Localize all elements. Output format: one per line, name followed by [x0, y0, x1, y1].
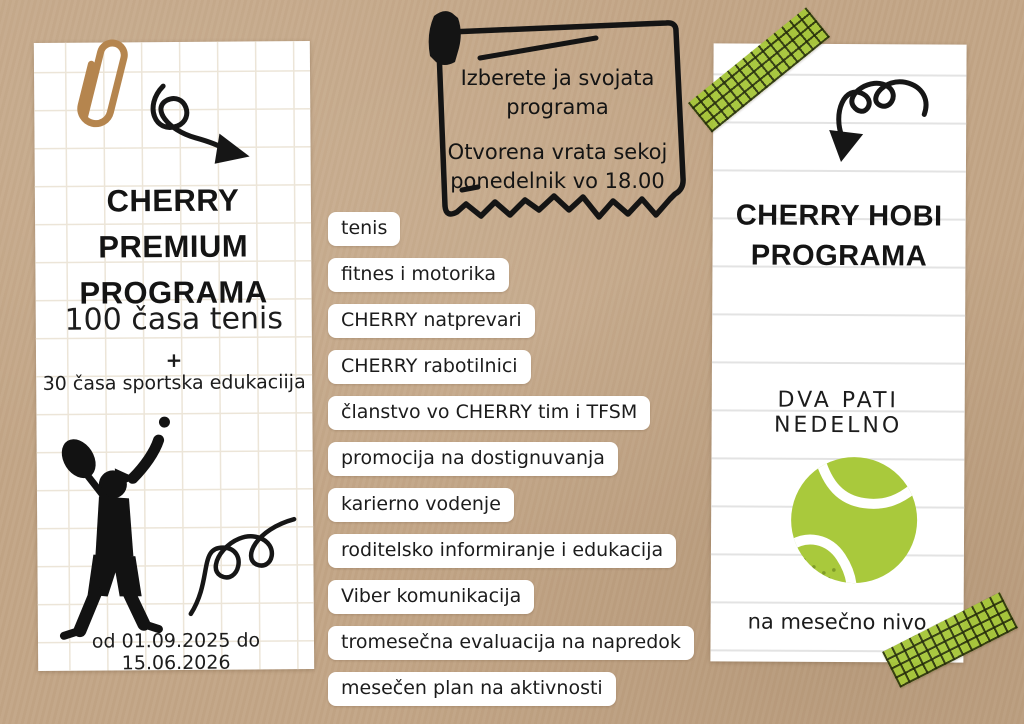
note-frame	[410, 10, 705, 242]
premium-program-card	[34, 41, 314, 675]
tennis-ball-icon	[789, 455, 920, 586]
feature-chip: tromesečna evaluacija na napredok	[328, 626, 694, 660]
offer-extra: 30 časa sportska edukaciija	[42, 371, 306, 395]
note-clip-icon	[429, 11, 461, 65]
schedule-label: DVA PATI NEDELNO	[773, 387, 903, 439]
feature-chip: promocija na dostignuvanja	[328, 442, 618, 476]
feature-chip: CHERRY natprevari	[328, 304, 535, 338]
feature-chip: roditelsko informiranje i edukacija	[328, 534, 676, 568]
tennis-player-icon	[48, 408, 200, 649]
note-heading	[415, 64, 700, 122]
features-list	[328, 212, 694, 706]
date-range: od 01.09.2025 do 15.06.2026	[91, 629, 261, 675]
premium-title-line1: CHERRY PREMIUM	[98, 182, 249, 265]
hobi-title-line1: CHERRY HOBI	[735, 199, 943, 233]
arrow-doodle-icon	[139, 77, 255, 170]
hobi-program-card	[710, 43, 966, 662]
offer-main: 100 časa tenis	[64, 301, 284, 338]
ball-dot	[159, 417, 170, 428]
note-info	[415, 138, 700, 196]
feature-chip: CHERRY rabotilnici	[328, 350, 531, 384]
note-heading-line2: programa	[506, 95, 609, 119]
feature-chip: Viber komunikacija	[328, 580, 534, 614]
premium-title-line2: PROGRAMA	[79, 274, 268, 311]
hobi-title-line2: PROGRAMA	[750, 239, 928, 273]
pricing-note: na mesečno nivo	[747, 609, 927, 635]
feature-chip: fitnes i motorika	[328, 258, 509, 292]
curly-arrow-icon	[817, 74, 947, 167]
hobi-title	[712, 195, 965, 276]
note-info-line2: ponedelnik vo 18.00	[450, 169, 665, 193]
note-info-line1: Otvorena vrata sekoj	[447, 140, 668, 164]
feature-chip: karierno vodenje	[328, 488, 514, 522]
squiggle-doodle-icon	[182, 501, 303, 622]
feature-chip: mesečen plan na aktivnosti	[328, 672, 616, 706]
premium-title	[35, 177, 312, 317]
feature-chip: tenis	[328, 212, 400, 246]
plus-sign: +	[165, 347, 183, 373]
note-heading-line1: Izberete ja svojata	[460, 66, 655, 90]
feature-chip: članstvo vo CHERRY tim i TFSM	[328, 396, 650, 430]
